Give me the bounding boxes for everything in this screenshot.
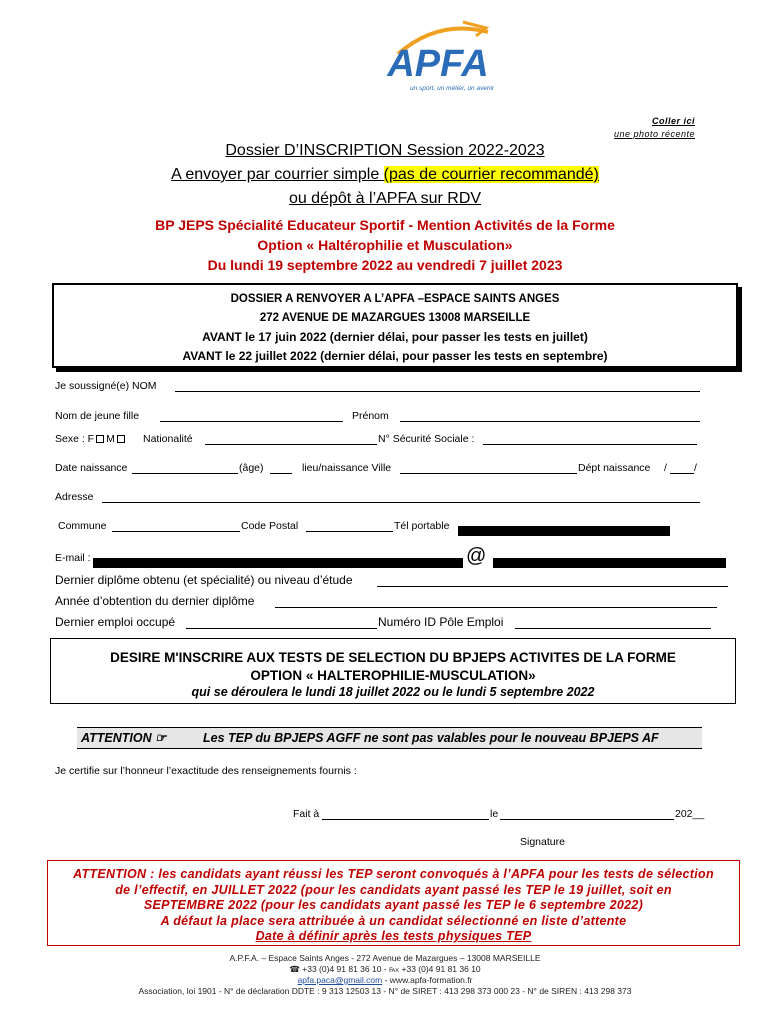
warning-line2: de l’effectif, en JUILLET 2022 (pour les candidats ayant passé les TEP le 19 juillet, soit en [115, 882, 672, 897]
label-annee: Année d’obtention du dernier diplôme [55, 594, 255, 608]
year-field[interactable]: 202__ [675, 808, 705, 820]
adresse-field[interactable] [102, 502, 700, 503]
commune-field[interactable] [112, 531, 240, 532]
warning-line5: Date à définir après les tests physiques TEP [255, 929, 532, 943]
secu-field[interactable] [483, 444, 697, 445]
attention-label: ATTENTION ☞ [81, 731, 167, 745]
address-line1: DOSSIER A RENVOYER A L’APFA –ESPACE SAINTS ANGES [230, 293, 560, 305]
page-title [0, 142, 770, 160]
deadline-september: AVANT le 22 juillet 2022 (dernier délai, pour passer les tests en septembre) [182, 349, 608, 363]
email-user-ticks [93, 563, 463, 568]
label-commune: Commune [58, 520, 107, 532]
send-mode: A envoyer par courrier simple [171, 166, 384, 183]
date-field[interactable] [500, 819, 674, 820]
label-date-naissance: Date naissance [55, 462, 128, 474]
label-sexe: Sexe : F [55, 433, 95, 445]
tests-dates: qui se déroulera le lundi 18 juillet 2022 ou le lundi 5 septembre 2022 [191, 685, 595, 699]
dept-slash: / [664, 462, 667, 474]
logo-text: APFA [387, 43, 489, 85]
label-nom: Je soussigné(e) NOM [55, 380, 157, 392]
annee-field[interactable] [275, 607, 717, 608]
program-line1: BP JEPS Spécialité Educateur Sportif - Mention Activités de la Forme [155, 217, 615, 233]
code-postal-field[interactable] [306, 531, 393, 532]
prenom-field[interactable] [400, 421, 700, 422]
photo-note [614, 115, 695, 141]
tests-line1: DESIRE M'INSCRIRE AUX TESTS DE SELECTION DU BPJEPS ACTIVITES DE LA FORME [110, 650, 676, 665]
warning-line1: ATTENTION : les candidats ayant réussi les TEP seront convoqués à l’APFA pour les tests de sélection [73, 867, 714, 881]
pole-emploi-field[interactable] [515, 628, 711, 629]
tel-ticks [458, 531, 670, 536]
fait-a-field[interactable] [322, 819, 489, 820]
checkbox-m[interactable] [117, 435, 125, 443]
warning-line3: SEPTEMBRE 2022 (pour les candidats ayant passé les TEP le 6 septembre 2022) [143, 898, 644, 912]
photo-note-line1: Coller ici [651, 116, 695, 126]
footer-legal: Association, loi 1901 - N° de déclaration DDTE : 9 313 12503 13 - N° de SIRET : 413 298 373 000 23 - N° de SIREN : 413 298 373 [138, 986, 632, 996]
email-domain-ticks [493, 563, 726, 568]
label-age: (âge) [239, 462, 264, 474]
program-line2: Option « Haltérophilie et Musculation» [257, 237, 513, 253]
warning-line4: A défaut la place sera attribuée à un candidat sélectionné en liste d’attente [160, 913, 627, 928]
label-dept: Dépt naissance [578, 462, 651, 474]
checkbox-f[interactable] [96, 435, 104, 443]
title-session: Session 2022-2023 [402, 142, 545, 159]
nationalite-field[interactable] [205, 444, 377, 445]
tests-line2: OPTION « HALTEROPHILIE-MUSCULATION» [250, 668, 536, 683]
label-email: E-mail : [55, 552, 91, 564]
deadline-july: AVANT le 17 juin 2022 (dernier délai, pour passer les tests en juillet) [202, 330, 588, 344]
nom-field[interactable] [175, 391, 700, 392]
label-adresse: Adresse [55, 491, 94, 503]
at-sign: @ [466, 545, 487, 567]
label-secu: N° Sécurité Sociale : [378, 433, 475, 445]
lieu-field[interactable] [400, 473, 577, 474]
sexe-row [55, 433, 127, 445]
label-emploi: Dernier emploi occupé [55, 615, 176, 629]
tests-box [50, 638, 736, 704]
warning-box [47, 860, 740, 946]
label-fait-a: Fait à [293, 808, 320, 820]
footer-site: - www.apfa-formation.fr [382, 975, 473, 985]
footer-address: A.P.F.A. – Espace Saints Anges - 272 Avenue de Mazargues – 13008 MARSEILLE [229, 953, 541, 963]
label-diplome: Dernier diplôme obtenu (et spécialité) ou niveau d’étude [55, 573, 353, 587]
address-line2: 272 AVENUE DE MAZARGUES 13008 MARSEILLE [259, 312, 531, 324]
label-tel: Tél portable [394, 520, 450, 532]
send-mode-highlight: (pas de courrier recommandé) [383, 166, 599, 183]
label-m: M [106, 433, 115, 445]
label-prenom: Prénom [352, 410, 389, 422]
date-naissance-field[interactable] [132, 473, 238, 474]
age-field[interactable] [270, 473, 292, 474]
dept-slash-end: / [694, 462, 697, 474]
dept-field[interactable] [670, 473, 694, 474]
send-instructions [0, 166, 770, 184]
attention-bar [77, 727, 702, 749]
label-le: le [490, 808, 499, 820]
title-dossier: Dossier D’INSCRIPTION [225, 142, 403, 159]
deposit-instructions: ou dépôt à l’APFA sur RDV [288, 190, 482, 207]
signature-label: Signature [520, 836, 565, 848]
footer-contact [0, 975, 770, 985]
diplome-field[interactable] [377, 586, 728, 587]
label-pole-emploi: Numéro ID Pôle Emploi [378, 615, 504, 629]
label-nom-jeune-fille: Nom de jeune fille [55, 410, 140, 422]
logo-tagline: un sport, un métier, un avenir [410, 85, 495, 92]
label-lieu: lieu/naissance Ville [302, 462, 392, 474]
program-dates: Du lundi 19 septembre 2022 au vendredi 7 juillet 2023 [207, 257, 563, 273]
emploi-field[interactable] [186, 628, 377, 629]
label-code-postal: Code Postal [241, 520, 299, 532]
footer-email-link[interactable]: apfa.paca@gmail.com [297, 975, 383, 985]
certify-text: Je certifie sur l’honneur l’exactitude des renseignements fournis : [55, 765, 357, 777]
nom-jeune-fille-field[interactable] [160, 421, 343, 422]
photo-note-line2: une photo récente [613, 129, 695, 139]
address-box [52, 283, 738, 368]
label-nationalite: Nationalité [143, 433, 193, 445]
footer-phone: ☎ +33 (0)4 91 81 36 10 - ℻ +33 (0)4 91 81 36 10 [289, 964, 481, 974]
attention-text: Les TEP du BPJEPS AGFF ne sont pas valables pour le nouveau BPJEPS AF [203, 731, 659, 745]
apfa-logo [368, 14, 508, 96]
